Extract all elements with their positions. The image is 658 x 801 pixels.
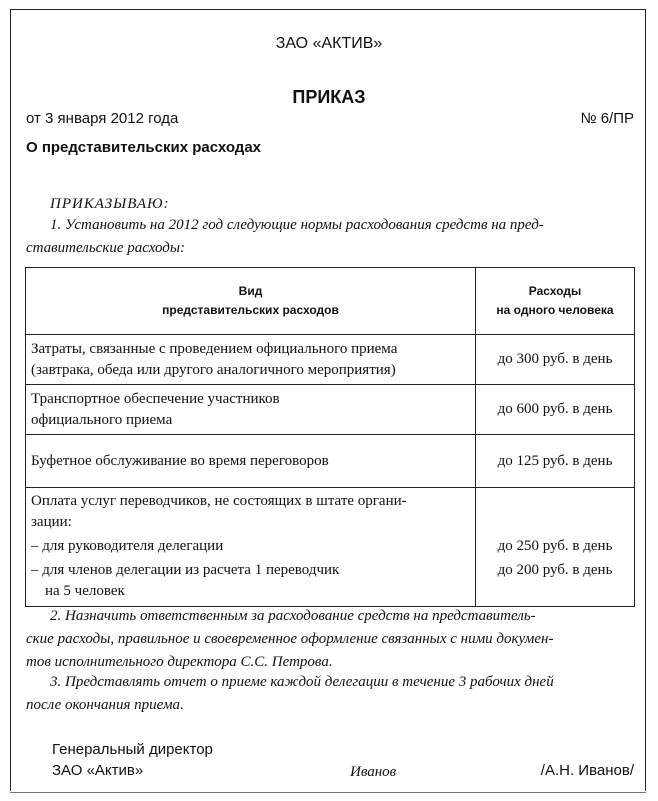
document-subject: О представительских расходах [26,139,262,156]
point2-paragraph: 2. Назначить ответственным за расходование средств на представитель- ские расходы, правильное и своевременное оформление связанных с ними докумен- тов исполнительного директора С.С. Петрова. [26,608,554,670]
order-word: ПРИКАЗЫВАЮ: [50,196,170,212]
row1-type: Затраты, связанные с проведением официального приема (завтрака, обеда или другого аналогичного мероприятия) [26,335,476,385]
signatory-company: ЗАО «Актив» [52,762,144,779]
table-row [26,435,635,488]
row4-amount: до 250 руб. в день до 200 руб. в день [476,488,635,607]
signatory-name: /А.Н. Иванов/ [540,762,634,779]
header-expense-amount: Расходы на одного человека [476,268,635,335]
bottom-divider [10,792,646,793]
signatory-position: Генеральный директор [52,741,213,758]
table-row [26,385,635,435]
point1-line2: ставительские расходы: [26,240,186,256]
document-number: № 6/ПР [580,110,634,127]
handwritten-signature: Иванов [350,764,397,780]
company-name: ЗАО «АКТИВ» [275,35,383,52]
row2-amount: до 600 руб. в день [476,385,635,435]
row2-type: Транспортное обеспечение участников официального приема [26,385,476,435]
row3-amount: до 125 руб. в день [476,435,635,488]
expense-norms-table [25,267,635,607]
header-expense-type: Вид представительских расходов [26,268,476,335]
point3-paragraph: 3. Представлять отчет о приеме каждой делегации в течение 3 рабочих дней после окончания приема. [26,674,554,713]
document-title: ПРИКАЗ [292,87,366,107]
table-row [26,488,635,607]
row3-type: Буфетное обслуживание во время переговоров [26,435,476,488]
document-date: от 3 января 2012 года [26,110,179,127]
table-header-row [26,268,635,335]
point1-line1: 1. Установить на 2012 год следующие нормы расходования средств на пред- [50,217,544,233]
table-row [26,335,635,385]
row4-type: Оплата услуг переводчиков, не состоящих в штате органи- зации: – для руководителя делегации – для членов делегации из расчета 1 переводчик на 5 человек [26,488,476,607]
row1-amount: до 300 руб. в день [476,335,635,385]
